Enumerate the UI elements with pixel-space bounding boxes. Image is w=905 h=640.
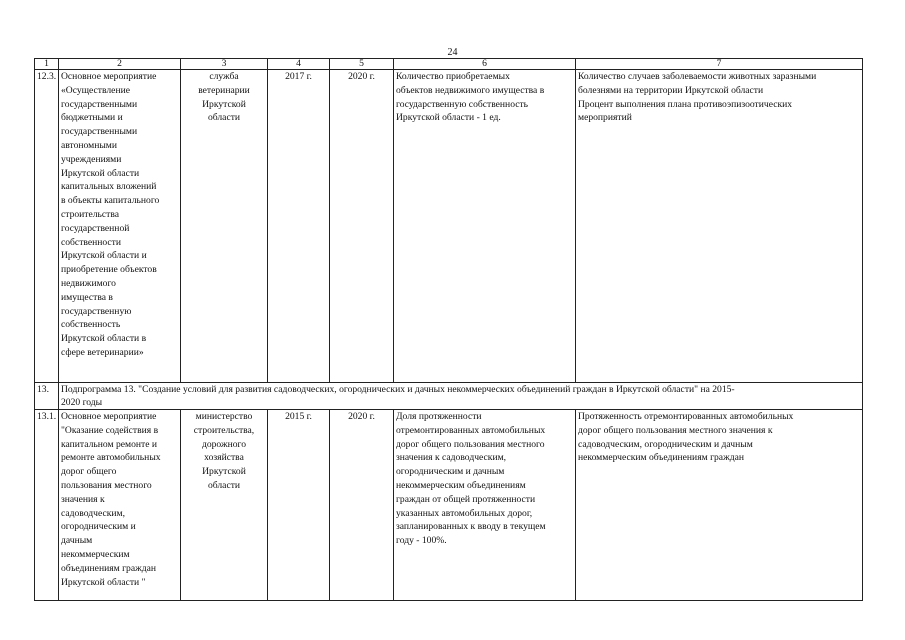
table-row — [35, 410, 863, 601]
end-year: 2020 г. — [330, 70, 394, 383]
subprogram-row — [35, 383, 863, 410]
executor: министерство строительства, дорожного хозяйства Иркутской области — [181, 410, 268, 601]
header-row — [35, 59, 863, 70]
subprogram-title: Подпрограмма 13. "Создание условий для развития садоводческих, огороднических и дачных некоммерческих объединений граждан в Иркутской области" на 2015- 2020 годы — [59, 383, 863, 410]
indicators: Протяженность отремонтированных автомобильных дорог общего пользования местного значения к садоводческим, огородническим и дачным некоммерческим объединениям граждан — [576, 410, 863, 601]
header-cell: 1 — [35, 59, 59, 70]
event-name: Основное мероприятие "Оказание содействия в капитальном ремонте и ремонте автомобильных дорог общего пользования местного значения к садоводческим, огородническим и дачным некоммерческим объединениям граждан Иркутской области " — [59, 410, 181, 601]
header-cell: 7 — [576, 59, 863, 70]
header-cell: 3 — [181, 59, 268, 70]
end-year: 2020 г. — [330, 410, 394, 601]
indicators: Количество случаев заболеваемости животных заразными болезнями на территории Иркутской области Процент выполнения плана противоэпизоотических мероприятий — [576, 70, 863, 383]
header-cell: 2 — [59, 59, 181, 70]
header-cell: 5 — [330, 59, 394, 70]
executor: служба ветеринарии Иркутской области — [181, 70, 268, 383]
start-year: 2015 г. — [268, 410, 330, 601]
subprogram-number: 13. — [35, 383, 59, 410]
event-name: Основное мероприятие «Осуществление государственными бюджетными и государственными автономными учреждениями Иркутской области капитальных вложений в объекты капитального строительства государственной собственности Иркутской области и приобретение объектов недвижимого имущества в государственную собственность Иркутской области в сфере ветеринарии» — [59, 70, 181, 383]
table-row — [35, 70, 863, 383]
header-cell: 4 — [268, 59, 330, 70]
row-number: 12.3. — [35, 70, 59, 383]
row-number: 13.1. — [35, 410, 59, 601]
expected-result: Доля протяженности отремонтированных автомобильных дорог общего пользования местного значения к садоводческим, огородническим и дачным некоммерческим объединениям граждан от общей протяженности указанных автомобильных дорог, запланированных к вводу в текущем году - 100%. — [394, 410, 576, 601]
measures-table — [34, 58, 863, 601]
page-number: 24 — [447, 47, 458, 58]
header-cell: 6 — [394, 59, 576, 70]
start-year: 2017 г. — [268, 70, 330, 383]
expected-result: Количество приобретаемых объектов недвижимого имущества в государственную собственность Иркутской области - 1 ед. — [394, 70, 576, 383]
